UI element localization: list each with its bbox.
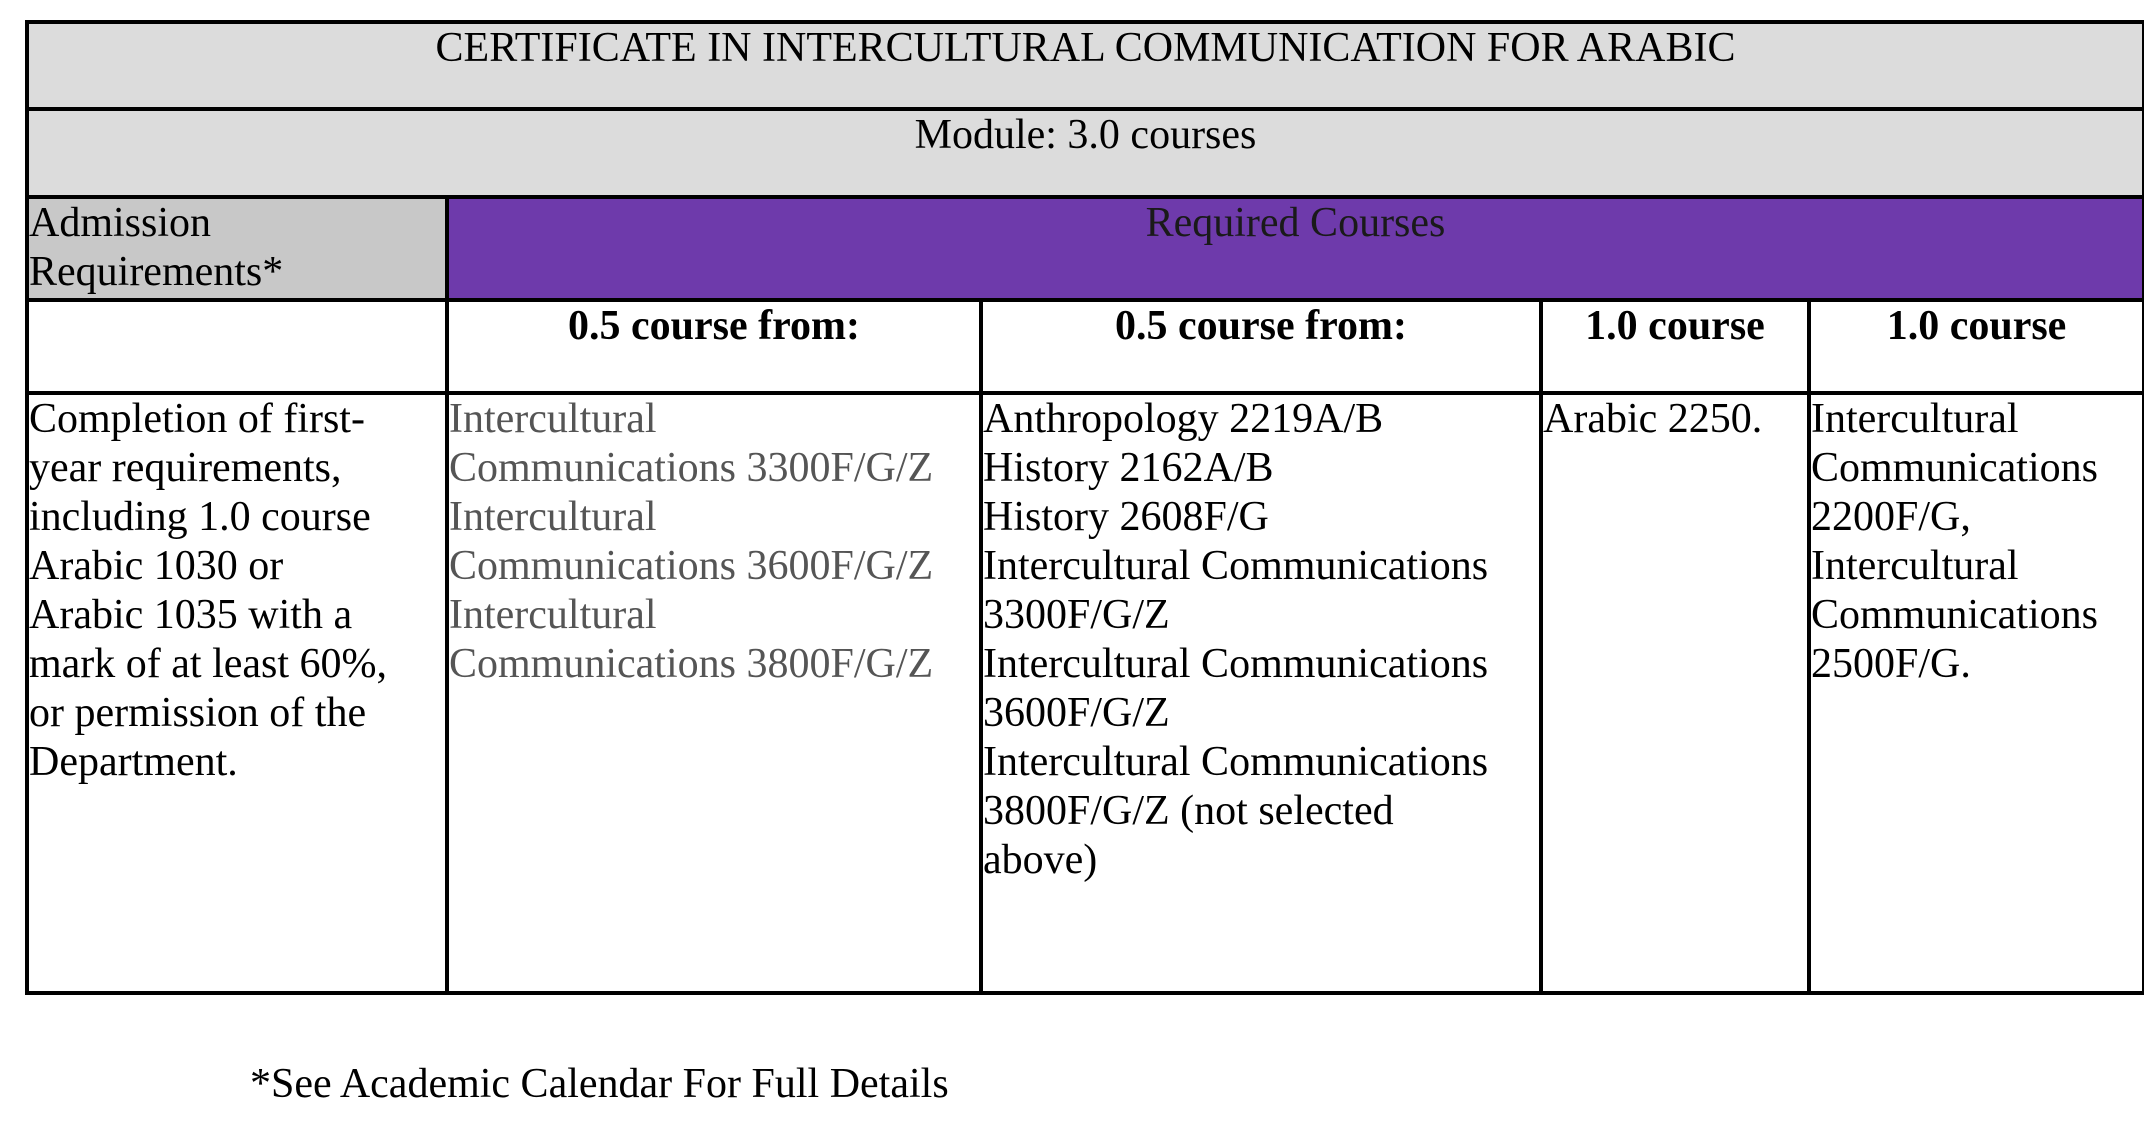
course-list-col2	[981, 393, 1541, 993]
title-row	[27, 22, 2144, 109]
admission-line: Completion of first-	[29, 396, 365, 442]
course-line: Intercultural	[449, 494, 657, 540]
course-line: History 2608F/G	[983, 494, 1269, 540]
course-line: 2500F/G.	[1811, 641, 1971, 687]
admission-line: including 1.0 course	[29, 494, 371, 540]
course-line: 2200F/G,	[1811, 494, 1971, 540]
module-row	[27, 109, 2144, 197]
admission-line: mark of at least 60%,	[29, 641, 388, 687]
course-line: above)	[983, 837, 1098, 883]
course-line: Communications 3800F/G/Z	[449, 641, 934, 687]
subheader-row	[27, 300, 2144, 393]
course-line: Intercultural Communications	[983, 543, 1489, 589]
course-list-col4	[1809, 393, 2144, 993]
certificate-table	[25, 20, 2144, 995]
course-line: Intercultural Communications	[983, 739, 1489, 785]
course-line: History 2162A/B	[983, 445, 1274, 491]
subheader-col1: 0.5 course from:	[447, 300, 981, 393]
header-row	[27, 197, 2144, 300]
admission-header-line: Requirements*	[29, 249, 284, 295]
course-line: 3600F/G/Z	[983, 690, 1170, 736]
course-line: Communications 3600F/G/Z	[449, 543, 934, 589]
course-list-col3	[1541, 393, 1809, 993]
admission-line: or permission of the	[29, 690, 367, 736]
subheader-col3: 1.0 course	[1541, 300, 1809, 393]
admission-line: year requirements,	[29, 445, 342, 491]
footnote: *See Academic Calendar For Full Details	[250, 1061, 949, 1107]
course-line: Arabic 2250.	[1543, 396, 1763, 442]
body-row	[27, 393, 2144, 993]
course-line: Anthropology 2219A/B	[983, 396, 1384, 442]
subheader-col4: 1.0 course	[1809, 300, 2144, 393]
course-line: 3800F/G/Z (not selected	[983, 788, 1394, 834]
course-line: Intercultural	[449, 592, 657, 638]
course-line: Intercultural	[1811, 396, 2019, 442]
course-line: Communications	[1811, 445, 2098, 491]
certificate-title: CERTIFICATE IN INTERCULTURAL COMMUNICATION FOR ARABIC	[27, 22, 2144, 109]
admission-line: Department.	[29, 739, 238, 785]
admission-header-line: Admission	[29, 200, 212, 246]
course-line: Intercultural	[1811, 543, 2019, 589]
module-info: Module: 3.0 courses	[27, 109, 2144, 197]
course-line: Intercultural Communications	[983, 641, 1489, 687]
course-line: 3300F/G/Z	[983, 592, 1170, 638]
course-list-col1	[447, 393, 981, 993]
required-courses-header: Required Courses	[447, 197, 2144, 300]
admission-requirements-text	[27, 393, 447, 993]
course-line: Communications	[1811, 592, 2098, 638]
course-line: Intercultural	[449, 396, 657, 442]
admission-line: Arabic 1035 with a	[29, 592, 353, 638]
admission-line: Arabic 1030 or	[29, 543, 284, 589]
course-line: Communications 3300F/G/Z	[449, 445, 934, 491]
subheader-col2: 0.5 course from:	[981, 300, 1541, 393]
empty-subheader-cell	[27, 300, 447, 393]
admission-requirements-header	[27, 197, 447, 300]
